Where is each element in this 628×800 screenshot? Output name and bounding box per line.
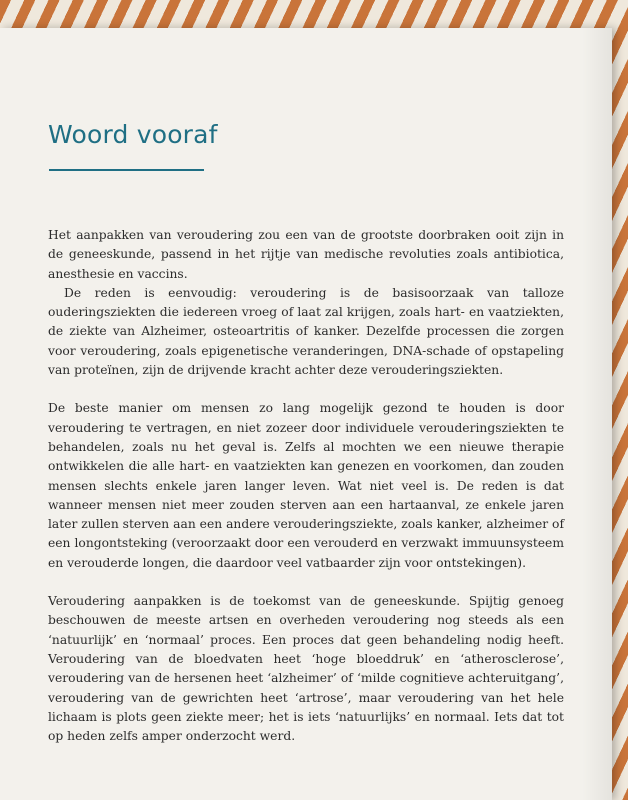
body-text <box>48 226 564 746</box>
page-gutter-shadow <box>582 28 612 800</box>
title-underline <box>49 169 204 171</box>
paragraph-4: Veroudering aanpakken is de toekomst van de geneeskunde. Spijtig genoeg beschouwen de meeste artsen en overheden veroudering nog steeds als een ‘natuurlijk’ en ‘normaal’ proces. Een proces dat geen behandeling nodig heeft. Veroudering van de bloedvaten heet ‘hoge bloeddruk’ en ‘atherosclerose’, veroudering van de hersenen heet ‘alzheimer’ of ‘milde cognitieve achteruitgang’, veroudering van de gewrichten heet ‘artrose’, maar veroudering van het hele lichaam is plots geen ziekte meer; het is iets ‘natuurlijks’ en normaal. Iets dat tot op heden zelfs amper onderzocht werd. <box>48 594 564 744</box>
book-page <box>0 28 612 800</box>
paragraph-3: De beste manier om mensen zo lang mogelijk gezond te houden is door veroudering te vertragen, en niet zozeer door individuele verouderingsziekten te behandelen, zoals nu het geval is. Zelfs al mochten we een nieuwe therapie ontwikkelen die alle hart- en vaatziekten kan genezen en voorkomen, dan zouden mensen slechts enkele jaren langer leven. Wat niet veel is. De reden is dat wanneer mensen niet meer zouden sterven aan een hartaanval, ze enkele jaren later zullen sterven aan een andere verouderingsziekte, zoals kanker, alzheimer of een longontsteking (veroorzaakt door een verouderd en verzwakt immuunsysteem en verouderde longen, die daardoor veel vatbaarder zijn voor ontstekingen). <box>48 401 564 570</box>
paragraph-1: Het aanpakken van veroudering zou een van de grootste doorbraken ooit zijn in de geneeskunde, passend in het rijtje van medische revoluties zoals antibiotica, anesthesie en vaccins. <box>48 228 564 281</box>
chapter-title: Woord vooraf <box>48 120 218 149</box>
paragraph-2: De reden is eenvoudig: veroudering is de basisoorzaak van talloze ouderingsziekten die iedereen vroeg of laat zal krijgen, zoals hart- en vaatziekten, de ziekte van Alzheimer, osteoartritis of kanker. Dezelfde processen die zorgen voor veroudering, zoals epigenetische veranderingen, DNA-schade of opstapeling van proteïnen, zijn de drijvende kracht achter deze verouderingsziekten. <box>48 285 564 378</box>
